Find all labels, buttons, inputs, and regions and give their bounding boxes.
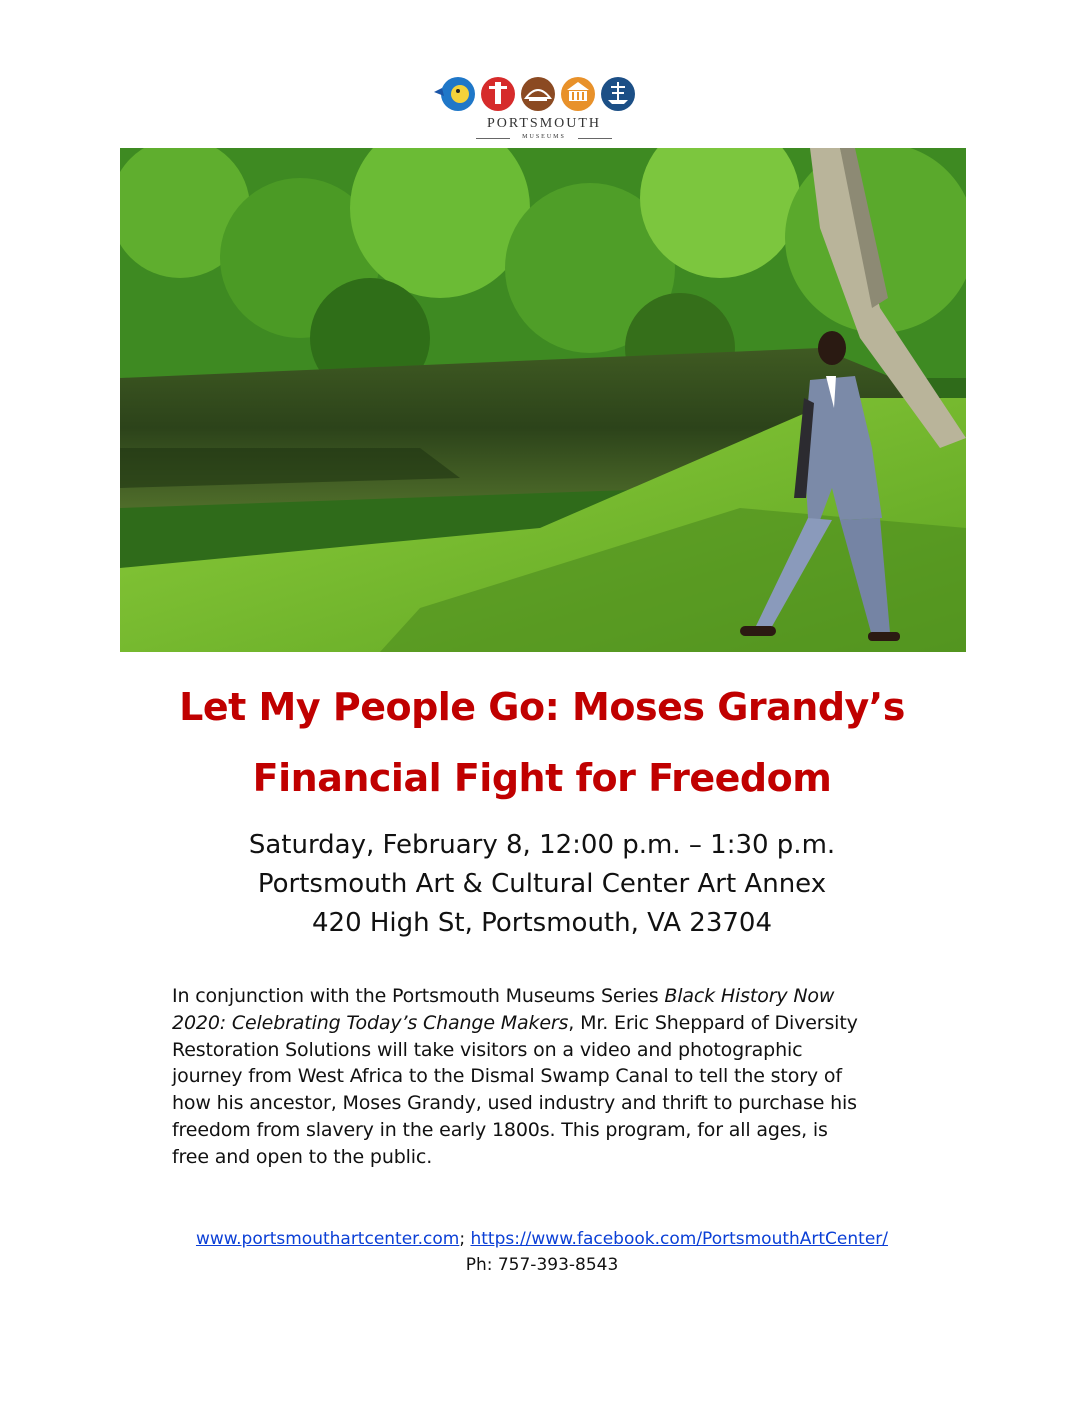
link-separator: ;	[459, 1229, 471, 1249]
logo-circle-lightship	[481, 77, 515, 111]
logo-circle-art-center	[521, 77, 555, 111]
description-line: Restoration Solutions will take visitors on a video and photographic	[172, 1038, 803, 1061]
description-line	[172, 983, 932, 1010]
photo-man-walking-by-canal-icon	[120, 148, 966, 652]
event-venue: Portsmouth Art & Cultural Center Art Annex	[257, 869, 827, 899]
event-title	[40, 672, 1044, 814]
description-line: journey from West Africa to the Dismal Swamp Canal to tell the story of	[172, 1065, 842, 1088]
event-title-line-2: Financial Fight for Freedom	[252, 756, 832, 800]
portsmouth-museums-logo	[428, 70, 660, 148]
links-line	[40, 1226, 1044, 1252]
logo-circle-children-museum	[434, 77, 475, 111]
event-description	[172, 983, 932, 1171]
description-line: free and open to the public.	[172, 1145, 433, 1168]
logo-subtitle: MUSEUMS	[468, 134, 620, 140]
description-line: freedom from slavery in the early 1800s. This program, for all ages, is	[172, 1118, 828, 1141]
phone-number: Ph: 757-393-8543	[465, 1255, 619, 1275]
description-text: In conjunction with the Portsmouth Museums Series	[172, 985, 665, 1007]
description-line	[172, 1010, 932, 1037]
logo-circle-naval-museum	[601, 77, 635, 111]
series-subtitle: 2020: Celebrating Today’s Change Makers	[172, 1011, 569, 1034]
logo-wordmark: PORTSMOUTH	[486, 116, 602, 131]
museum-icons-logo	[428, 70, 660, 120]
description-line: how his ancestor, Moses Grandy, used industry and thrift to purchase his	[172, 1092, 857, 1115]
facebook-link[interactable]: https://www.facebook.com/PortsmouthArtCenter/	[470, 1229, 889, 1249]
event-address: 420 High St, Portsmouth, VA 23704	[311, 908, 773, 938]
contact-links	[40, 1226, 1044, 1278]
description-text: , Mr. Eric Sheppard of Diversity	[568, 1011, 858, 1034]
event-details	[40, 826, 1044, 943]
logo-circle-courthouse	[561, 77, 595, 111]
series-name: Black History Now	[664, 985, 835, 1007]
event-datetime: Saturday, February 8, 12:00 p.m. – 1:30 p.m.	[248, 830, 836, 860]
event-title-line-1: Let My People Go: Moses Grandy’s	[179, 685, 905, 729]
website-link[interactable]: www.portsmouthartcenter.com	[195, 1229, 460, 1249]
event-photo	[120, 148, 966, 652]
